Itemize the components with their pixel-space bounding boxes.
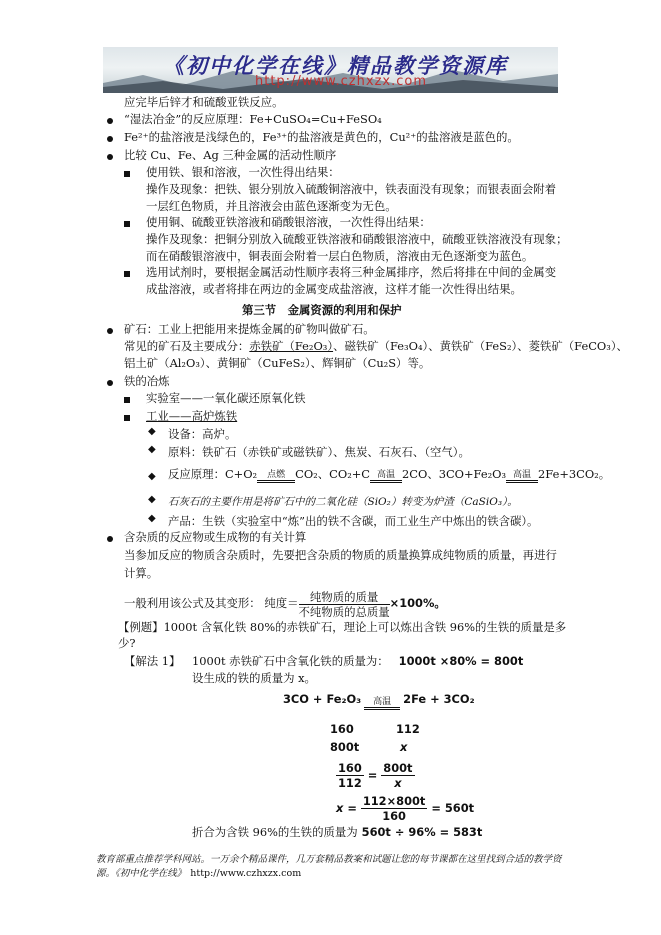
final-step: 折合为含铁 96%的生铁的质量为 xyxy=(192,825,358,839)
text-line: 实验室——一氧化碳还原氧化铁 xyxy=(146,391,306,405)
page-footer xyxy=(96,853,566,881)
fraction-numerator: 160 xyxy=(338,761,362,775)
text-line: 产品：生铁（实验室中“炼”出的铁不含碳，而工业生产中炼出的铁含碳）。 xyxy=(168,514,539,528)
formula-intro: 一般利用该公式及其变形： xyxy=(124,596,261,610)
text-line xyxy=(124,339,628,354)
footer-text: 教育部重点推荐学科网站。一万余个精品课件，几万套精品教案和试题让您的每节课都在这里找到合适的教学资源。《初中化学在线》 xyxy=(96,854,562,879)
fraction-numerator: 800t xyxy=(383,761,413,775)
bullet-icon xyxy=(107,536,113,542)
bullet-icon xyxy=(107,154,113,160)
fraction-numerator: 纯物质的质量 xyxy=(299,590,390,605)
x-label: x = xyxy=(336,801,357,815)
footer-url[interactable]: http://www.czhxzx.com xyxy=(190,868,302,879)
fraction-denominator: 160 xyxy=(382,809,406,823)
fraction-numerator: 112×800t xyxy=(362,794,426,808)
reaction-equation xyxy=(283,688,475,710)
reaction-principle xyxy=(168,466,610,483)
header-banner xyxy=(103,47,558,93)
text-line: 铝土矿（Al₂O₃）、黄铜矿（CuFeS₂）、辉铜矿（Cu₂S）等。 xyxy=(124,356,431,370)
mass-value: 160 xyxy=(330,722,354,736)
square-bullet-icon xyxy=(124,221,130,227)
bullet-icon xyxy=(107,118,113,124)
bullet-icon xyxy=(107,328,113,334)
text-line: 使用铜、硫酸亚铁溶液和硝酸银溶液，一次性得出结果： xyxy=(146,215,431,229)
text-line: 工业——高炉炼铁 xyxy=(146,409,238,423)
solution-label: 【解法 1】 xyxy=(124,654,181,668)
reaction-part: 2Fe+3CO₂。 xyxy=(538,467,611,481)
banner-url[interactable]: http://www.czhxzx.com xyxy=(255,74,427,89)
text-line: 计算。 xyxy=(124,566,159,580)
text-line xyxy=(192,654,523,669)
diamond-bullet-icon: ◆ xyxy=(148,494,156,505)
text-line: 石灰石的主要作用是将矿石中的二氧化硅（SiO₂）转变为炉渣（CaSiO₃）。 xyxy=(168,496,518,508)
text-line: 比较 Cu、Fe、Ag 三种金属的活动性顺序 xyxy=(124,148,337,162)
diamond-bullet-icon: ◆ xyxy=(148,471,156,482)
text-line: 使用铁、银和溶液，一次性得出结果： xyxy=(146,165,340,179)
square-bullet-icon xyxy=(124,397,130,403)
section-heading: 第三节 金属资源的利用和保护 xyxy=(242,303,402,317)
bullet-icon xyxy=(107,380,113,386)
diamond-bullet-icon: ◆ xyxy=(148,513,156,524)
formula-lhs: 纯度＝ xyxy=(264,596,299,610)
purity-fraction xyxy=(299,590,390,619)
equation-right: 2Fe + 3CO₂ xyxy=(403,692,475,706)
fraction-denominator: x xyxy=(394,776,402,790)
mass-value: x xyxy=(400,740,408,754)
mass-value: 112 xyxy=(396,722,420,736)
text-line: 操作及现象：把铜分别放入硫酸亚铁溶液和硝酸银溶液中，硫酸亚铁溶液没有现象； xyxy=(146,232,568,246)
text-line: 成盐溶液，或者将排在两边的金属变成盐溶液，这样才能一次性得出结果。 xyxy=(146,282,522,296)
text-line: Fe²⁺的盐溶液是浅绿色的，Fe³⁺的盐溶液是黄色的，Cu²⁺的盐溶液是蓝色的。 xyxy=(124,130,519,144)
condition-label: 高温 xyxy=(370,470,402,483)
ore-intro: 常见的矿石及主要成分： xyxy=(124,339,250,353)
text-line: “湿法冶金”的反应原理：Fe+CuSO₄=Cu+FeSO₄ xyxy=(124,112,382,126)
text-line: 一层红色物质，并且溶液会由蓝色逐渐变为无色。 xyxy=(146,199,397,213)
x-result: = 560t xyxy=(431,801,475,815)
square-bullet-icon xyxy=(124,271,130,277)
diamond-bullet-icon: ◆ xyxy=(148,426,156,437)
text-line: 含杂质的反应物或生成物的有关计算 xyxy=(124,530,307,544)
solution-step: 1000t 赤铁矿石中含氧化铁的质量为： xyxy=(192,654,389,668)
reaction-part: 反应原理：C+O₂ xyxy=(168,467,258,481)
condition-label: 高温 xyxy=(506,470,538,483)
diamond-bullet-icon: ◆ xyxy=(148,444,156,455)
text-line xyxy=(192,825,482,840)
reaction-part: CO₂、CO₂+C xyxy=(295,467,371,481)
formula-tail: ×100%。 xyxy=(389,596,446,610)
equation-left: 3CO + Fe₂O₃ xyxy=(283,692,362,706)
fraction-denominator: 112 xyxy=(338,776,362,790)
text-line: 设生成的铁的质量为 x。 xyxy=(192,671,316,685)
text-line: 矿石：工业上把能用来提炼金属的矿物叫做矿石。 xyxy=(124,322,375,336)
hematite-term: 赤铁矿（Fe₂O₃） xyxy=(249,339,334,353)
text-line: 选用试剂时，要根据金属活动性顺序表将三种金属排序，然后将排在中间的金属变 xyxy=(146,265,557,279)
bullet-icon xyxy=(107,136,113,142)
text-line: 设备：高炉。 xyxy=(168,427,237,441)
square-bullet-icon xyxy=(124,171,130,177)
text-line: 而在硝酸银溶液中，铜表面会附着一层白色物质，溶液由无色逐渐变为蓝色。 xyxy=(146,249,534,263)
text-line: 少? xyxy=(118,636,136,650)
proportion xyxy=(336,760,415,790)
square-bullet-icon xyxy=(124,415,130,421)
text-line: 应完毕后锌才和硫酸亚铁反应。 xyxy=(124,95,284,109)
equals-sign: = xyxy=(367,768,378,782)
fraction-denominator: 不纯物质的总质量 xyxy=(298,604,390,619)
solution-result: 1000t ×80% = 800t xyxy=(398,654,524,668)
text-line: 铁的冶炼 xyxy=(124,374,170,388)
text-line: 原料：铁矿石（赤铁矿或磁铁矿）、焦炭、石灰石、（空气）。 xyxy=(168,445,470,459)
ore-list: 、磁铁矿（Fe₃O₄）、黄铁矿（FeS₂）、菱铁矿（FeCO₃）、 xyxy=(333,339,628,353)
mass-value: 800t xyxy=(330,740,360,754)
solve-x xyxy=(336,793,474,823)
text-line: 操作及现象：把铁、银分别放入硫酸铜溶液中，铁表面没有现象；而银表面会附着 xyxy=(146,182,557,196)
condition-label: 点燃 xyxy=(257,470,295,483)
text-line: 当参加反应的物质含杂质时，先要把含杂质的物质的质量换算成纯物质的质量，再进行 xyxy=(124,548,557,562)
example-question: 【例题】1000t 含氧化铁 80%的赤铁矿石，理论上可以炼出含铁 96%的生铁的质量是多 xyxy=(118,620,567,634)
reaction-part: 2CO、3CO+Fe₂O₃ xyxy=(402,467,507,481)
purity-formula xyxy=(124,588,446,619)
condition-label: 高温 xyxy=(364,697,400,710)
final-result: 560t ÷ 96% = 583t xyxy=(361,825,483,839)
banner-title: 《初中化学在线》精品教学资源库 xyxy=(163,53,508,78)
